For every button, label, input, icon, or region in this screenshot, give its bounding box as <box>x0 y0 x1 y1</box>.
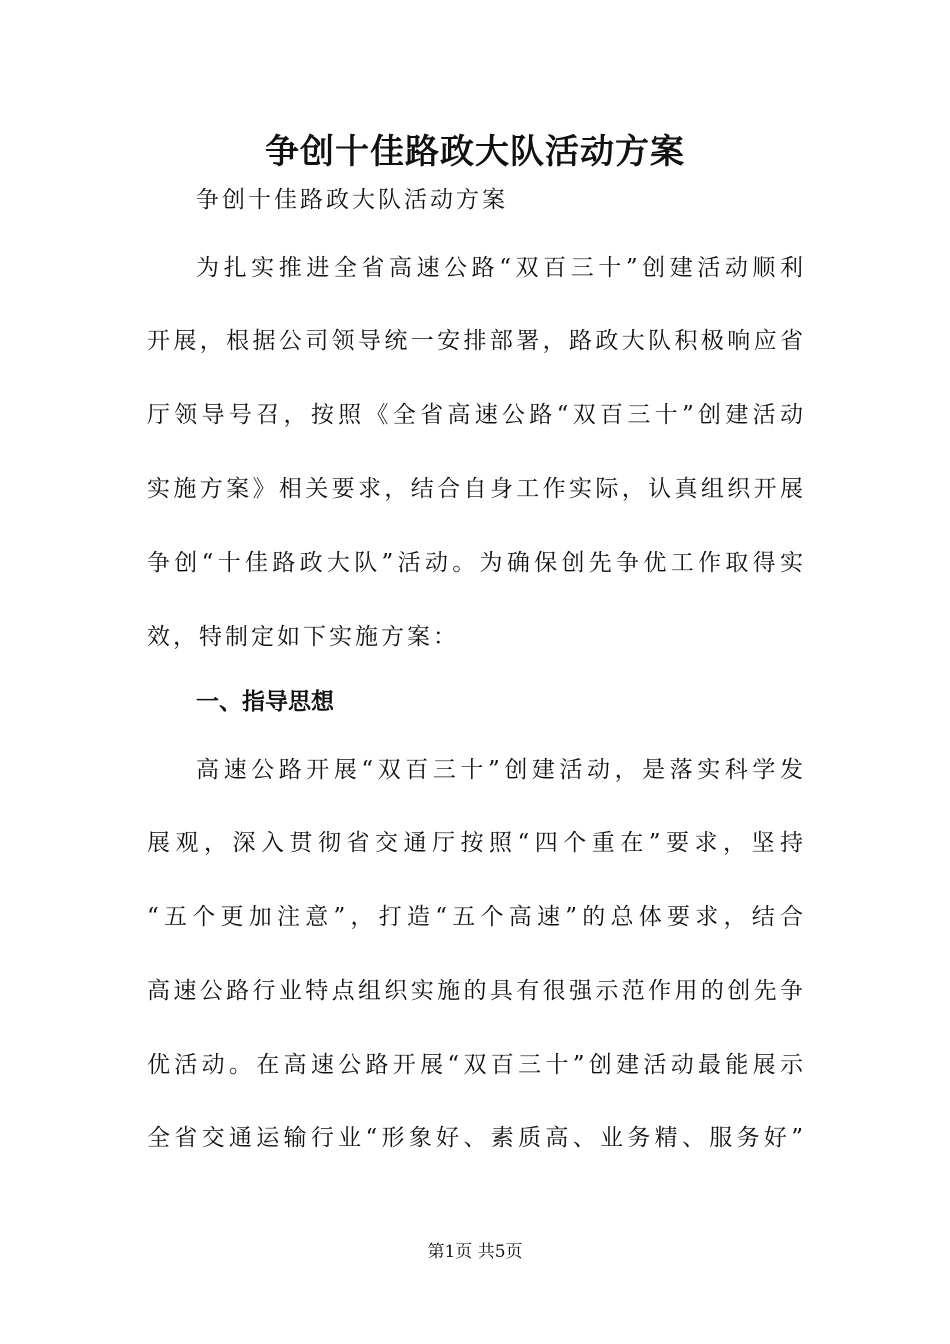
paragraph2-line: “五个更加注意”，打造“五个高速”的总体要求，结合 <box>147 904 803 930</box>
paragraph2-line: 优活动。在高速公路开展“双百三十”创建活动最能展示 <box>147 1052 803 1078</box>
paragraph1-line: 争创“十佳路政大队”活动。为确保创先争优工作取得实 <box>147 550 803 576</box>
paragraph2-line: 展观，深入贯彻省交通厅按照“四个重在”要求，坚持 <box>147 830 803 856</box>
section-heading-guiding-ideology: 一、指导思想 <box>196 689 334 715</box>
paragraph1-line: 开展，根据公司领导统一安排部署，路政大队积极响应省 <box>147 328 803 354</box>
document-subtitle: 争创十佳路政大队活动方案 <box>196 187 508 213</box>
document-title: 争创十佳路政大队活动方案 <box>265 132 685 172</box>
paragraph2-line: 全省交通运输行业“形象好、素质高、业务精、服务好” <box>147 1125 803 1151</box>
paragraph2-line: 高速公路开展“双百三十”创建活动，是落实科学发 <box>196 757 803 783</box>
paragraph1-line: 厅领导号召，按照《全省高速公路“双百三十”创建活动 <box>147 402 803 428</box>
paragraph1-line: 为扎实推进全省高速公路“双百三十”创建活动顺利 <box>196 255 803 281</box>
paragraph1-line: 实施方案》相关要求，结合自身工作实际，认真组织开展 <box>147 476 803 502</box>
page-footer-page-number: 第1页 共5页 <box>427 1242 523 1262</box>
paragraph2-line: 高速公路行业特点组织实施的具有很强示范作用的创先争 <box>147 978 803 1004</box>
paragraph1-line: 效，特制定如下实施方案： <box>147 624 459 650</box>
